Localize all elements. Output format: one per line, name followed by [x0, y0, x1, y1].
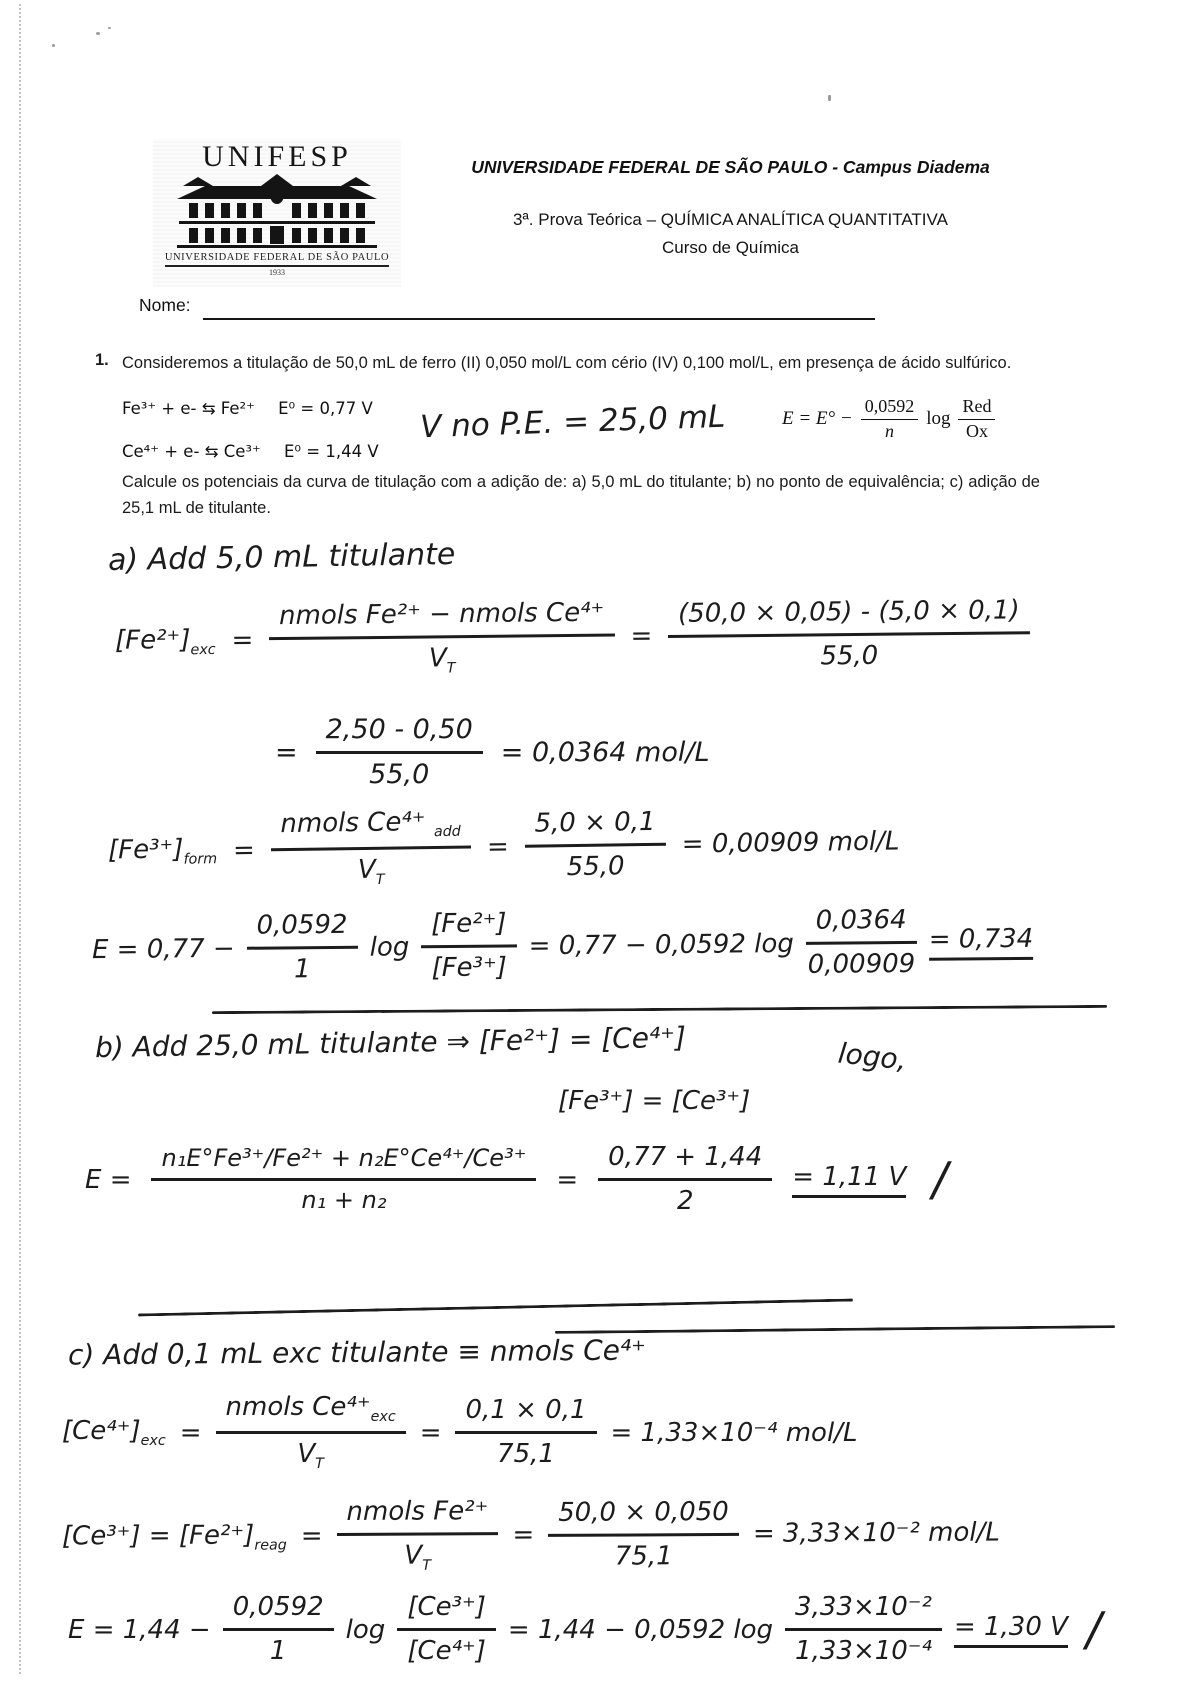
- equals-sign: =: [232, 835, 256, 866]
- vt-symbol: V: [404, 1540, 423, 1571]
- fe2-exc-term: [115, 624, 216, 658]
- equals-sign: =: [300, 1521, 323, 1552]
- fraction-numerator: 5,0 × 0,1: [524, 807, 666, 848]
- vt-symbol: V: [357, 855, 376, 886]
- fraction-numerator: [Ce³⁺]: [397, 1592, 496, 1631]
- fraction-denominator: Ox: [965, 420, 988, 441]
- unifesp-logo: [153, 139, 401, 287]
- scan-speck: [108, 27, 111, 29]
- fraction-denominator: 1: [293, 954, 311, 985]
- part-c-nernst-line: [68, 1592, 1101, 1667]
- vt-symbol: V: [428, 643, 447, 674]
- ratio-fraction: [397, 1592, 496, 1667]
- standard-potential: E⁰ = 0,77 V: [278, 399, 373, 418]
- subscript-exc: exc: [370, 1409, 396, 1426]
- part-a-line3: [107, 800, 899, 893]
- mols-fraction: [270, 806, 471, 890]
- handwritten-divider: [138, 1299, 853, 1317]
- fraction-denominator: n: [884, 420, 894, 441]
- part-a-nernst-line: [92, 904, 1034, 988]
- fe3-form-term: [108, 834, 217, 869]
- ce4-exc-term: [62, 1416, 166, 1449]
- mols-fraction: [216, 1392, 406, 1474]
- nernst-lhs: E = E° −: [782, 408, 853, 430]
- subscript-form: form: [183, 851, 218, 868]
- result-fe3-concentration: = 0,00909 mol/L: [681, 826, 900, 860]
- fraction-denominator: [297, 1434, 324, 1473]
- log-symbol: log: [345, 1614, 386, 1645]
- part-a-line2: [275, 714, 710, 792]
- part-c-line2: [62, 1494, 1000, 1577]
- numeric-average-fraction: [598, 1142, 772, 1217]
- fraction-numerator: 0,77 + 1,44: [598, 1142, 772, 1181]
- fraction-denominator: 75,1: [497, 1439, 555, 1470]
- fraction-denominator: 75,1: [614, 1541, 673, 1572]
- result-potential-c: = 1,30 V: [954, 1612, 1068, 1648]
- fraction-numerator: n₁E°Fe³⁺/Fe²⁺ + n₂E°Ce⁴⁺/Ce³⁺: [151, 1144, 536, 1181]
- name-label: Nome:: [139, 295, 191, 315]
- name-blank-line: [203, 318, 875, 320]
- subscript-exc: exc: [140, 1433, 166, 1450]
- course-title: Curso de Química: [662, 238, 799, 257]
- result-potential-b: = 1,11 V: [792, 1162, 906, 1198]
- equals-sign: =: [275, 737, 298, 769]
- standard-potential: E⁰ = 1,44 V: [283, 442, 379, 461]
- handwritten-divider: [212, 1005, 1107, 1014]
- subscript-exc: exc: [190, 641, 216, 658]
- fraction-numerator: nmols Fe²⁺: [336, 1496, 498, 1536]
- fraction-denominator: [358, 850, 385, 890]
- species-bracket: [Ce³⁺] = [Fe²⁺]: [61, 1520, 255, 1552]
- fraction-denominator: [Ce⁴⁺]: [407, 1636, 486, 1667]
- weighted-average-fraction: [151, 1144, 536, 1215]
- substituted-expression: = 1,44 − 0,0592 log: [507, 1614, 774, 1645]
- result-potential-a: = 0,734: [929, 924, 1034, 961]
- nernst-equation: [782, 397, 995, 442]
- numeric-fraction: [455, 1395, 596, 1470]
- fraction-denominator: 55,0: [820, 640, 879, 672]
- numeric-ratio-fraction: [806, 905, 918, 981]
- check-stroke: /: [932, 1152, 948, 1207]
- species-bracket: [Fe³⁺]: [107, 834, 184, 866]
- part-b-equal-concentrations: [Fe³⁺] = [Ce³⁺]: [558, 1086, 751, 1116]
- fraction-denominator: 55,0: [369, 759, 430, 791]
- mols-fraction: [336, 1496, 498, 1575]
- fraction-numerator: 0,0364: [806, 905, 917, 945]
- substituted-expression: = 0,77 − 0,0592 log: [528, 928, 794, 961]
- logo-year: 1933: [269, 267, 285, 277]
- fraction-denominator: [Fe³⁺]: [431, 952, 508, 984]
- equals-sign: =: [419, 1417, 442, 1448]
- potential-expression-start: E = 1,44 −: [68, 1614, 211, 1645]
- handwritten-pe-volume-note: V no P.E. = 25,0 mL: [419, 398, 726, 446]
- equals-sign: =: [486, 831, 510, 863]
- fraction-numerator: [216, 1392, 406, 1434]
- fraction-numerator: [270, 806, 471, 851]
- slope-fraction: [223, 1592, 334, 1667]
- equals-sign: =: [231, 625, 254, 656]
- mols-ce4: nmols Ce⁴⁺: [225, 1392, 371, 1422]
- fraction-numerator: Red: [958, 397, 995, 420]
- half-reaction-ce: [122, 442, 379, 461]
- part-b-potential-line: [85, 1142, 948, 1217]
- reaction-equation: Fe³⁺ + e- ⇆ Fe²⁺: [122, 399, 255, 418]
- part-a-line1: [115, 593, 1031, 681]
- vt-subscript: T: [375, 872, 385, 889]
- question-number: 1.: [95, 351, 109, 369]
- potential-lhs: E =: [85, 1164, 132, 1195]
- scan-speck: [828, 95, 831, 101]
- equals-sign: =: [630, 621, 653, 652]
- result-fe2-concentration: = 0,0364 mol/L: [500, 737, 710, 769]
- potential-expression-start: E = 0,77 −: [91, 933, 235, 965]
- fraction-numerator: 3,33×10⁻²: [785, 1592, 942, 1631]
- fraction-denominator: 2: [676, 1186, 694, 1217]
- fraction-denominator: 1: [269, 1636, 287, 1667]
- subscript-reag: reag: [254, 1537, 287, 1554]
- fraction-numerator: (50,0 × 0,05) - (5,0 × 0,1): [668, 595, 1030, 638]
- fraction-denominator: [429, 638, 456, 678]
- part-c-heading: c) Add 0,1 mL exc titulante ≡ nmols Ce⁴⁺: [67, 1333, 647, 1372]
- vt-subscript: T: [422, 1557, 431, 1574]
- reaction-equation: Ce⁴⁺ + e- ⇆ Ce³⁺: [122, 442, 261, 461]
- slope-fraction: [246, 910, 358, 986]
- scan-edge-line: [19, 4, 21, 1674]
- fraction-denominator: n₁ + n₂: [301, 1186, 387, 1215]
- equals-sign: =: [512, 1520, 535, 1551]
- university-building-icon: [175, 173, 379, 249]
- vt-subscript: T: [315, 1456, 324, 1473]
- exam-title: 3ª. Prova Teórica – QUÍMICA ANALÍTICA QUANTITATIVA: [513, 210, 948, 229]
- logo-caption: UNIVERSIDADE FEDERAL DE SÃO PAULO: [165, 252, 389, 267]
- fraction-denominator: 1,33×10⁻⁴: [795, 1636, 932, 1667]
- numeric-fraction: [548, 1496, 739, 1572]
- fraction-denominator: [404, 1536, 431, 1575]
- check-stroke: /: [1085, 1602, 1102, 1657]
- fraction-numerator: nmols Fe²⁺ − nmols Ce⁴⁺: [269, 598, 615, 641]
- numeric-fraction: [524, 807, 666, 884]
- ratio-fraction: [421, 908, 517, 984]
- species-bracket: [Ce⁴⁺]: [62, 1416, 141, 1447]
- result-ce4-concentration: = 1,33×10⁻⁴ mol/L: [610, 1417, 858, 1448]
- fraction-numerator: 0,0592: [861, 397, 919, 420]
- fraction-numerator: 50,0 × 0,050: [548, 1496, 739, 1536]
- part-b-logo-word: logo,: [836, 1036, 909, 1077]
- fraction-numerator: 0,0592: [223, 1592, 334, 1631]
- part-b-heading: b) Add 25,0 mL titulante ⇒ [Fe²⁺] = [Ce⁴⁺]: [94, 1020, 687, 1065]
- ce3-reag-term: [62, 1520, 287, 1554]
- mols-ce4: nmols Ce⁴⁺: [280, 807, 426, 840]
- mols-fraction: [269, 598, 615, 680]
- fraction-denominator: 55,0: [566, 851, 625, 883]
- equals-sign: =: [179, 1417, 202, 1448]
- scan-speck: [96, 32, 100, 35]
- nernst-log: log: [926, 408, 951, 430]
- species-bracket: [Fe²⁺]: [114, 624, 191, 656]
- numeric-ratio-fraction: [785, 1592, 942, 1667]
- result-ce3-concentration: = 3,33×10⁻² mol/L: [752, 1517, 1000, 1550]
- fraction-numerator: [Fe²⁺]: [421, 908, 517, 948]
- scan-speck: [52, 44, 55, 47]
- logo-acronym: UNIFESP: [202, 140, 352, 173]
- fraction-numerator: 2,50 - 0,50: [316, 714, 483, 754]
- fraction-denominator: 0,00909: [807, 949, 916, 981]
- numeric-fraction: [668, 595, 1030, 674]
- vt-symbol: V: [297, 1439, 316, 1470]
- subscript-add: add: [433, 823, 461, 841]
- nernst-ratio-fraction: [958, 397, 995, 442]
- log-symbol: log: [369, 932, 410, 963]
- university-title: UNIVERSIDADE FEDERAL DE SÃO PAULO - Campus Diadema: [471, 157, 990, 177]
- half-reaction-fe: [122, 399, 373, 418]
- part-a-heading: a) Add 5,0 mL titulante: [107, 536, 456, 579]
- equals-sign: =: [556, 1164, 579, 1195]
- fraction-numerator: 0,0592: [246, 910, 357, 950]
- question-task: Calcule os potenciais da curva de titulação com a adição de: a) 5,0 mL do titulante; b) no ponto de equivalência; c) adição de 25,1 mL de titulante.: [122, 473, 1040, 518]
- nernst-slope-fraction: [861, 397, 919, 442]
- numeric-fraction: [316, 714, 483, 792]
- vt-subscript: T: [446, 660, 456, 677]
- fraction-numerator: 0,1 × 0,1: [455, 1395, 596, 1434]
- question-intro: Consideremos a titulação de 50,0 mL de ferro (II) 0,050 mol/L com cério (IV) 0,100 mol/L, em presença de ácido sulfúrico.: [122, 354, 1012, 372]
- part-c-line1: [62, 1392, 857, 1474]
